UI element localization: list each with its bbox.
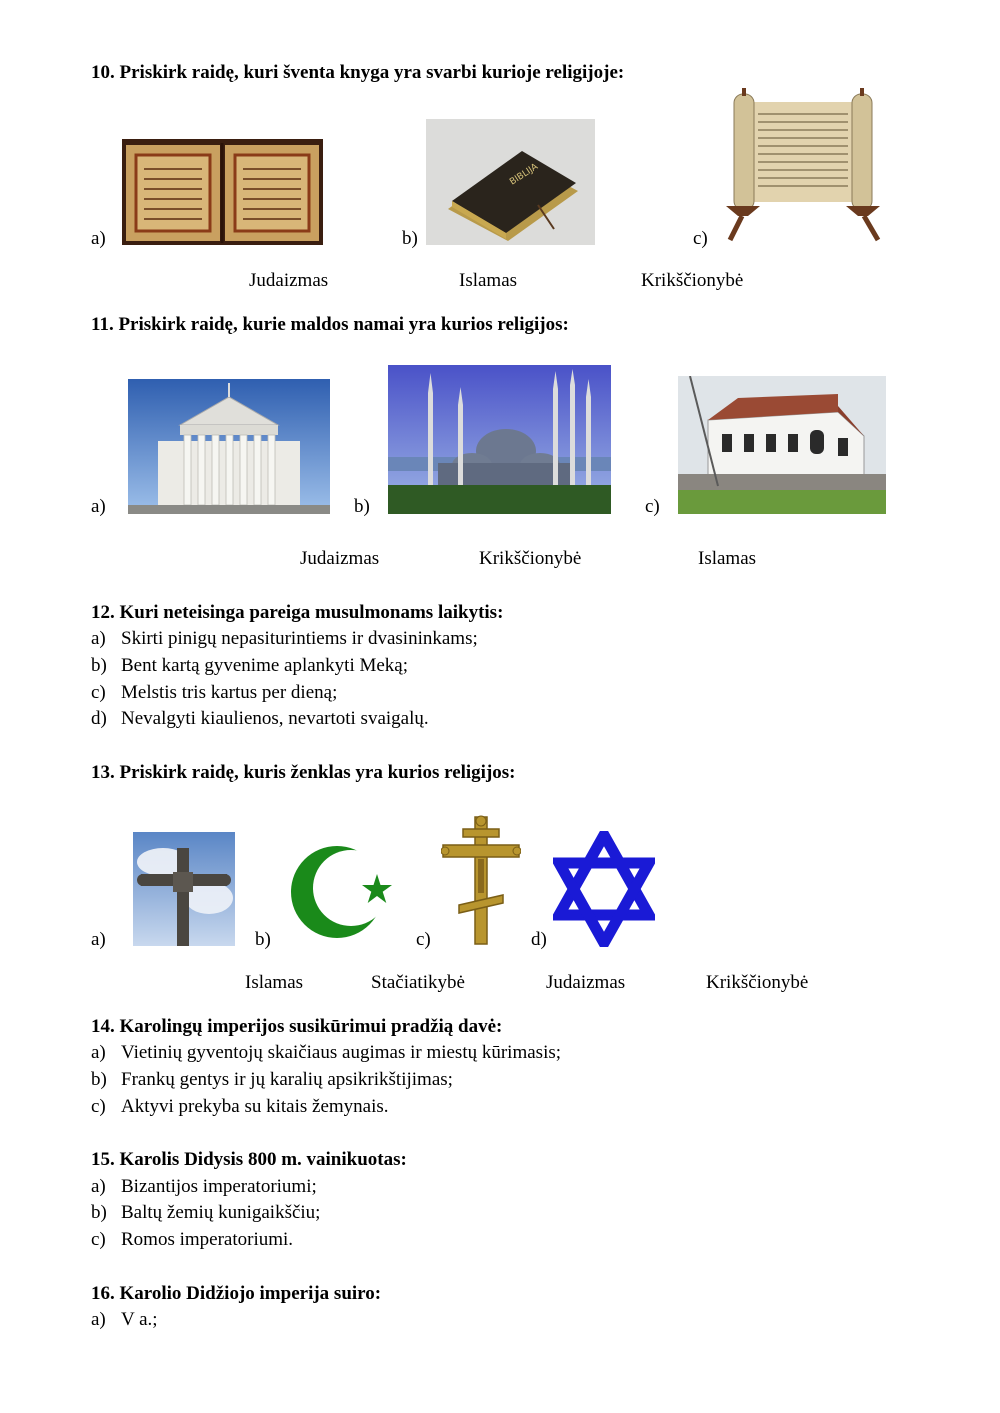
q12-option-text: Melstis tris kartus per dieną; — [121, 682, 338, 703]
q13-answer-1: Islamas — [245, 972, 304, 993]
q13-letter-d: d) — [531, 929, 547, 950]
q12-option-letter: a) — [91, 628, 106, 649]
q10-letter-a: a) — [91, 228, 106, 249]
q14-option-letter: a) — [91, 1042, 106, 1063]
q11-answer-2: Krikščionybė — [479, 548, 582, 569]
q14-option-text: Vietinių gyventojų skaičiaus augimas ir miestų kūrimasis; — [121, 1042, 562, 1063]
stone-cross-image — [133, 832, 235, 946]
orthodox-cross-icon — [441, 815, 521, 946]
q16-option-text: V a.; — [121, 1309, 158, 1330]
q14-option-letter: c) — [91, 1096, 106, 1117]
q12-option-letter: b) — [91, 655, 107, 676]
star-of-david-icon — [553, 831, 655, 947]
q10-answer-2: Islamas — [459, 270, 518, 291]
synagogue-image — [678, 376, 886, 514]
q15-option-letter: c) — [91, 1229, 106, 1250]
q15-option-text: Bizantijos imperatoriumi; — [121, 1176, 317, 1197]
q12-option-text: Nevalgyti kiaulienos, nevartoti svaigalų. — [121, 708, 429, 729]
q13-letter-b: b) — [255, 929, 271, 950]
q12-option-text: Bent kartą gyvenime aplankyti Meką; — [121, 655, 409, 676]
q15-option-letter: a) — [91, 1176, 106, 1197]
q11-title: 11. Priskirk raidę, kurie maldos namai yra kurios religijos: — [91, 314, 569, 335]
q11-letter-a: a) — [91, 496, 106, 517]
q13-answer-2: Stačiatikybė — [371, 972, 465, 993]
q10-answer-3: Krikščionybė — [641, 270, 744, 291]
bible-image — [426, 119, 595, 245]
q14-title: 14. Karolingų imperijos susikūrimui pradžią davė: — [91, 1016, 503, 1037]
q12-option-text: Skirti pinigų nepasiturintiems ir dvasininkams; — [121, 628, 478, 649]
q14-option-text: Aktyvi prekyba su kitais žemynais. — [121, 1096, 389, 1117]
q11-letter-b: b) — [354, 496, 370, 517]
q13-answer-3: Judaizmas — [546, 972, 626, 993]
q15-option-text: Romos imperatoriumi. — [121, 1229, 294, 1250]
q11-letter-c: c) — [645, 496, 660, 517]
q15-option-letter: b) — [91, 1202, 107, 1223]
q13-letter-a: a) — [91, 929, 106, 950]
torah-scroll-image — [720, 88, 885, 244]
q13-answer-4: Krikščionybė — [706, 972, 809, 993]
q13-title: 13. Priskirk raidę, kuris ženklas yra kurios religijos: — [91, 762, 516, 783]
q14-option-letter: b) — [91, 1069, 107, 1090]
crescent-star-icon — [289, 844, 397, 940]
q10-letter-b: b) — [402, 228, 418, 249]
q16-title: 16. Karolio Didžiojo imperija suiro: — [91, 1283, 382, 1304]
q15-option-text: Baltų žemių kunigaikščiu; — [121, 1202, 321, 1223]
q12-title: 12. Kuri neteisinga pareiga musulmonams laikytis: — [91, 602, 504, 623]
q13-letter-c: c) — [416, 929, 431, 950]
quran-image — [122, 139, 323, 245]
q15-title: 15. Karolis Didysis 800 m. vainikuotas: — [91, 1149, 407, 1170]
q14-option-text: Frankų gentys ir jų karalių apsikrikštijimas; — [121, 1069, 453, 1090]
q16-option-letter: a) — [91, 1309, 106, 1330]
q10-title: 10. Priskirk raidę, kuri šventa knyga yra svarbi kurioje religijoje: — [91, 62, 625, 83]
q12-option-letter: c) — [91, 682, 106, 703]
q10-letter-c: c) — [693, 228, 708, 249]
q10-answer-1: Judaizmas — [249, 270, 329, 291]
cathedral-image — [128, 379, 330, 514]
q12-option-letter: d) — [91, 708, 107, 729]
mosque-image — [388, 365, 611, 514]
bible-cover-text: BIBLIJA — [508, 162, 540, 188]
q11-answer-1: Judaizmas — [300, 548, 380, 569]
q11-answer-3: Islamas — [698, 548, 757, 569]
